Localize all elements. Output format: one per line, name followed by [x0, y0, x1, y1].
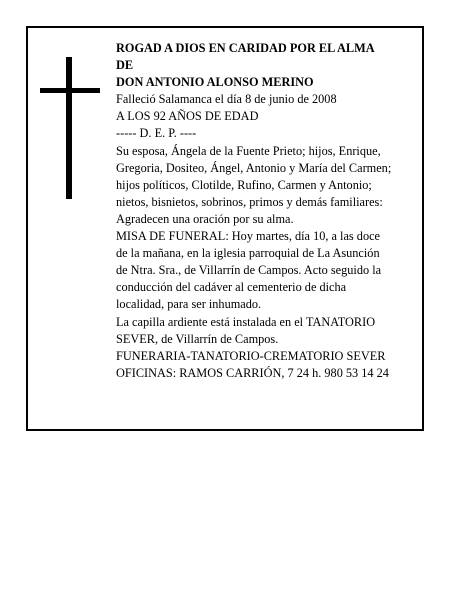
funeral-home-contact: OFICINAS: RAMOS CARRIÓN, 7 24 h. 980 53 14 24	[116, 365, 389, 380]
age-line: A LOS 92 AÑOS DE EDAD	[116, 109, 259, 124]
funeral-mass-line: de Ntra. Sra., de Villarrín de Campos. Acto seguido la	[116, 263, 382, 278]
family-line: nietos, bisnietos, sobrinos, primos y demás familiares:	[116, 194, 383, 209]
cross-horizontal-bar	[40, 88, 100, 93]
deceased-name: DON ANTONIO ALONSO MERINO	[116, 75, 314, 90]
funeral-mass-line: de la mañana, en la iglesia parroquial de La Asunción	[116, 246, 380, 261]
header-line: ROGAD A DIOS EN CARIDAD POR EL ALMA	[116, 41, 375, 55]
rip-line: ----- D. E. P. ----	[116, 126, 197, 141]
family-line: hijos políticos, Clotilde, Rufino, Carmen y Antonio;	[116, 177, 372, 192]
funeral-mass-line: MISA DE FUNERAL: Hoy martes, día 10, a las doce	[116, 229, 381, 244]
chapel-line: La capilla ardiente está instalada en el TANATORIO	[116, 314, 376, 329]
cross-vertical-bar	[66, 57, 72, 199]
obituary-notice	[26, 26, 424, 431]
funeral-mass-line: conducción del cadáver al cementerio de dicha	[116, 280, 347, 295]
family-line: Gregoria, Dositeo, Ángel, Antonio y María del Carmen;	[116, 160, 392, 175]
family-line: Su esposa, Ángela de la Fuente Prieto; hijos, Enrique,	[116, 143, 381, 158]
family-line: Agradecen una oración por su alma.	[116, 211, 294, 226]
header-line: DE	[116, 58, 134, 73]
cross-icon	[40, 57, 100, 199]
notice-text	[116, 40, 424, 382]
funeral-home-line: FUNERARIA-TANATORIO-CREMATORIO SEVER	[116, 348, 386, 363]
death-date-line: Falleció Salamanca el día 8 de junio de 2008	[116, 92, 337, 107]
chapel-line: SEVER, de Villarrín de Campos.	[116, 331, 279, 346]
funeral-mass-line: localidad, para ser inhumado.	[116, 297, 262, 312]
